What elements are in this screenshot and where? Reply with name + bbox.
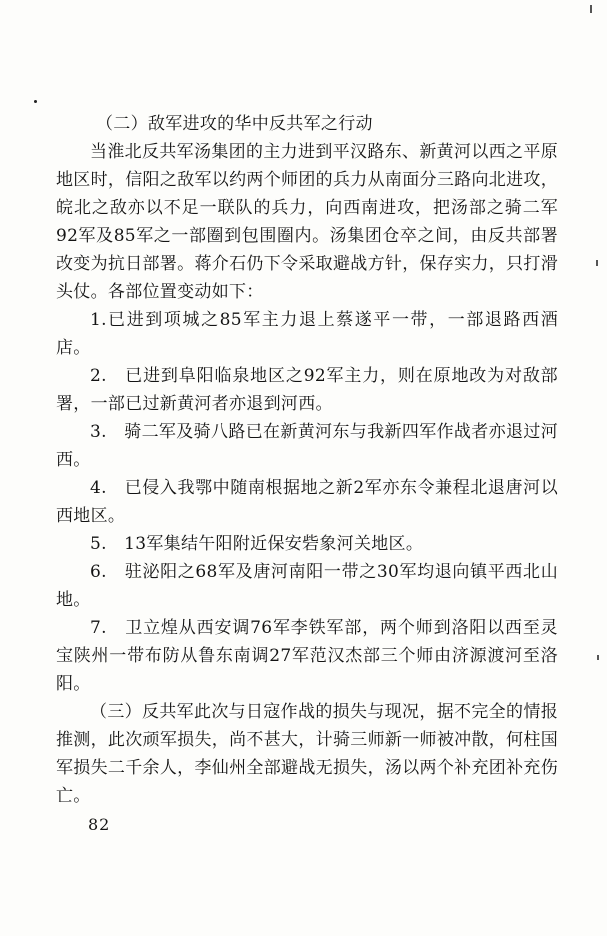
- scan-edge-mark: [590, 5, 592, 13]
- section-three-paragraph: （三）反共军此次与日寇作战的损失与现况，据不完全的情报推测，此次顽军损失，尚不甚大，计骑三师新一师被冲散，何柱国军损失二千余人，李仙州全部避战无损失，汤以两个补充团补充伤亡。: [56, 702, 558, 806]
- intro-paragraph: 当淮北反共军汤集团的主力进到平汉路东、新黄河以西之平原地区时，信阳之敌军以约两个师团的兵力从南面分三路向北进攻，皖北之敌亦以不足一联队的兵力，向西南进攻，把汤部之骑二军92军及85军之一部圈到包围圈内。汤集团仓卒之间，由反共部署改变为抗日部署。蒋介石仍下令采取避战方针，保存实力，只打滑头仗。各部位置变动如下：: [56, 142, 558, 302]
- list-item: 1.已进到项城之85军主力退上蔡遂平一带，一部退路西酒店。: [56, 310, 558, 358]
- scan-edge-mark: [596, 260, 598, 266]
- page-number: 82: [88, 815, 111, 834]
- list-item: 2. 已进到阜阳临泉地区之92军主力，则在原地改为对敌部署，一部已过新黄河者亦退到河西。: [56, 366, 558, 414]
- ink-speck: [34, 100, 37, 103]
- section-heading: （二）敌军进攻的华中反共军之行动: [96, 114, 373, 134]
- list-item: 4. 已侵入我鄂中随南根据地之新2军亦东令兼程北退唐河以西地区。: [56, 478, 558, 526]
- list-item: 7. 卫立煌从西安调76军李铁军部，两个师到洛阳以西至灵宝陕州一带布防从鲁东南调27军范汉杰部三个师由济源渡河至洛阳。: [56, 618, 558, 694]
- scan-edge-mark: [597, 655, 599, 660]
- list-item: 6. 驻泌阳之68军及唐河南阳一带之30军均退向镇平西北山地。: [56, 562, 558, 610]
- list-item: 3. 骑二军及骑八路已在新黄河东与我新四军作战者亦退过河西。: [56, 422, 558, 470]
- list-item: 5. 13军集结午阳附近保安砦象河关地区。: [90, 534, 424, 554]
- page-body-text: [56, 110, 558, 810]
